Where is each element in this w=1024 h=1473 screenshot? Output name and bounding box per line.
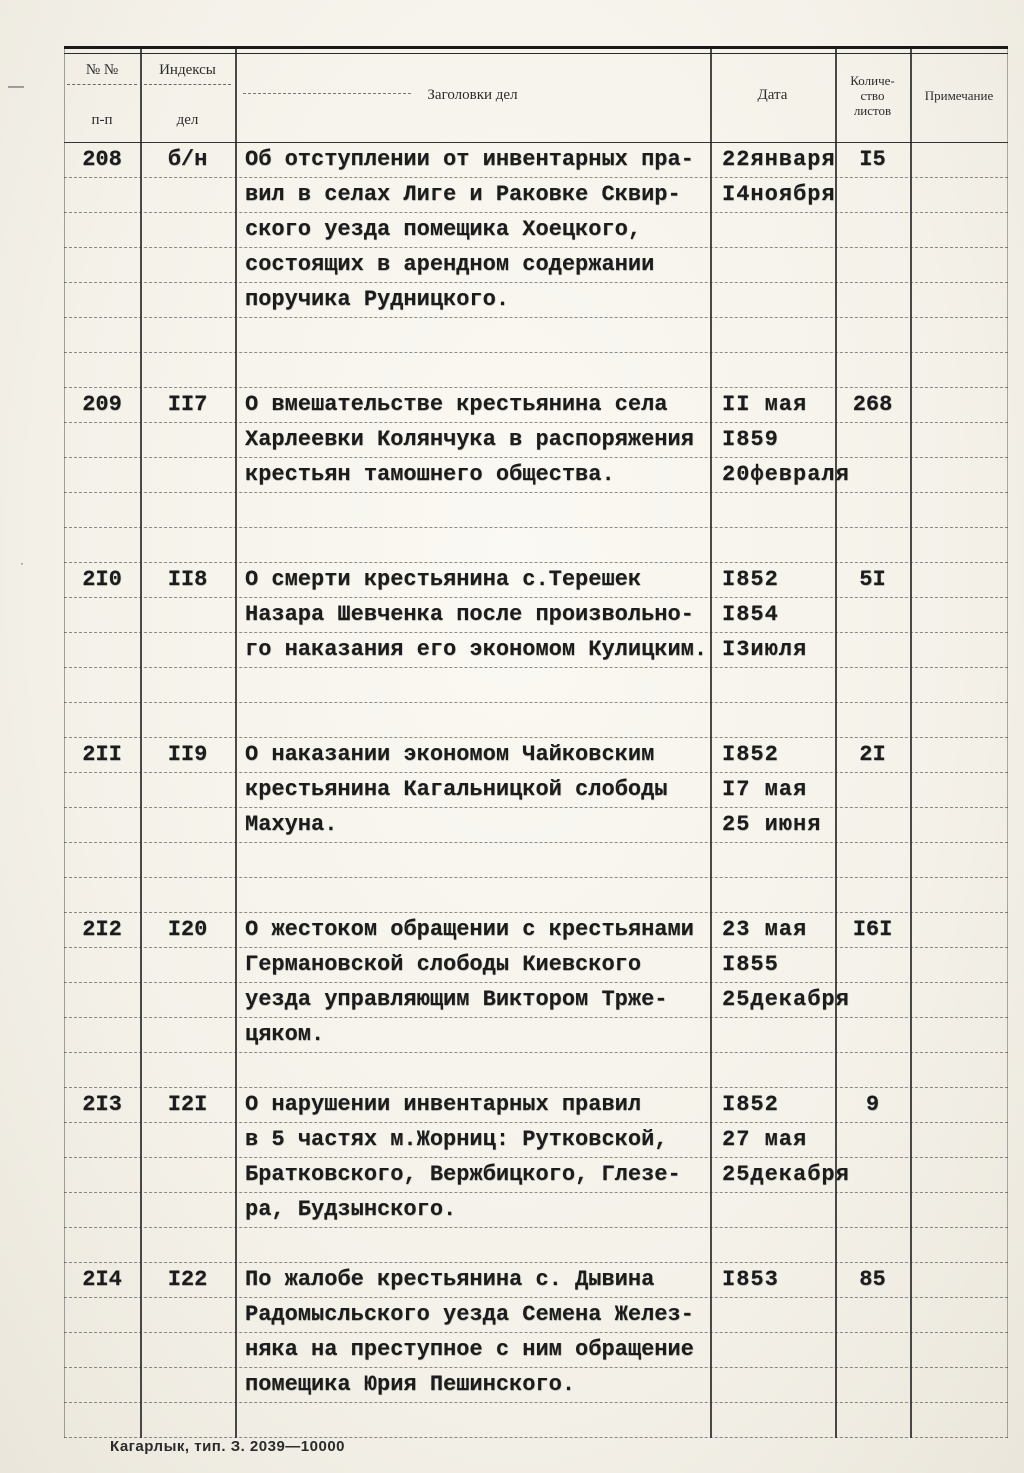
case-title-line: Назара Шевченка после произвольно- xyxy=(245,602,694,627)
case-date-line: I4ноября xyxy=(722,182,836,207)
case-date-line: 23 мая xyxy=(722,917,808,942)
sheet-count xyxy=(835,773,910,807)
header-note-label: Примечание xyxy=(924,88,994,103)
ruled-spacer-line xyxy=(64,1228,1008,1263)
note-cell xyxy=(910,633,1008,667)
case-number xyxy=(64,283,140,317)
case-number xyxy=(64,773,140,807)
case-index xyxy=(140,178,235,212)
case-date-line: I853 xyxy=(722,1267,779,1292)
sheet-count xyxy=(835,1368,910,1402)
header-count-column xyxy=(835,49,910,142)
case-number: 2I2 xyxy=(82,917,122,942)
table-row-line xyxy=(64,248,1008,283)
case-title-line: крестьян тамошнего общества. xyxy=(245,462,615,487)
header-index-label-top: Индексы xyxy=(144,62,231,85)
case-number: 208 xyxy=(82,147,122,172)
case-number xyxy=(64,1298,140,1332)
case-date-line xyxy=(710,248,835,282)
case-number xyxy=(64,423,140,457)
case-number xyxy=(64,248,140,282)
sheet-count xyxy=(835,178,910,212)
case-date-line: II мая xyxy=(722,392,808,417)
case-number xyxy=(64,1018,140,1052)
header-index-label-bottom: дел xyxy=(176,111,199,128)
case-index xyxy=(140,1333,235,1367)
case-index xyxy=(140,1158,235,1192)
case-number xyxy=(64,1123,140,1157)
case-index: I22 xyxy=(167,1267,208,1292)
case-index xyxy=(140,808,235,842)
case-index xyxy=(140,283,235,317)
case-date-line xyxy=(710,1333,835,1367)
note-cell xyxy=(910,283,1008,317)
sheet-count: I5 xyxy=(859,147,886,172)
case-date-line: I852 xyxy=(722,567,779,592)
note-cell xyxy=(910,1158,1008,1192)
case-title-line: поручика Рудницкого. xyxy=(245,287,510,312)
case-number xyxy=(64,808,140,842)
case-title-line: уезда управляющим Виктором Трже- xyxy=(245,987,668,1012)
note-cell xyxy=(910,983,1008,1017)
ruled-spacer-line xyxy=(64,353,1008,388)
case-index: I20 xyxy=(167,917,208,942)
case-date-line xyxy=(710,1298,835,1332)
header-number-label-bottom: п-п xyxy=(91,111,113,128)
inventory-table xyxy=(64,46,1008,1438)
case-number: 209 xyxy=(82,392,122,417)
table-row-line xyxy=(64,1018,1008,1053)
case-date-line: 25декабря xyxy=(722,1162,850,1187)
case-date-line: I852 xyxy=(722,742,779,767)
case-date-line: 25декабря xyxy=(722,987,850,1012)
header-date-column xyxy=(710,49,835,142)
case-index: II7 xyxy=(167,392,208,417)
case-title-line: Братковского, Вержбицкого, Глезе- xyxy=(245,1162,681,1187)
table-row-line xyxy=(64,1088,1008,1123)
ruled-spacer-line xyxy=(64,1053,1008,1088)
case-title-line: О наказании экономом Чайковским xyxy=(245,742,655,767)
table-row-line xyxy=(64,913,1008,948)
case-index: II9 xyxy=(167,742,208,767)
sheet-count: 9 xyxy=(865,1092,880,1117)
note-cell xyxy=(910,773,1008,807)
table-row-line xyxy=(64,458,1008,493)
table-row-line xyxy=(64,808,1008,843)
sheet-count xyxy=(835,1298,910,1332)
sheet-count xyxy=(835,423,910,457)
note-cell xyxy=(910,213,1008,247)
case-title-line: ского уезда помещика Хоецкого, xyxy=(245,217,642,242)
case-title-line: состоящих в арендном содержании xyxy=(245,252,655,277)
sheet-count xyxy=(835,948,910,982)
case-index xyxy=(140,1193,235,1227)
case-number xyxy=(64,1333,140,1367)
table-row-line xyxy=(64,1368,1008,1403)
case-number xyxy=(64,1158,140,1192)
case-title-line: О нарушении инвентарных правил xyxy=(245,1092,642,1117)
margin-dot-mark: · xyxy=(20,556,24,570)
note-cell xyxy=(910,458,1008,492)
note-cell xyxy=(910,423,1008,457)
case-title-line: го наказания его экономом Кулицким. xyxy=(245,637,708,662)
sheet-count xyxy=(835,248,910,282)
header-count-label-1: Количе- xyxy=(850,73,895,88)
case-number: 2I3 xyxy=(82,1092,122,1117)
ruled-spacer-line xyxy=(64,843,1008,878)
header-index-column xyxy=(140,49,235,142)
note-cell xyxy=(910,1088,1008,1122)
case-date-line: I854 xyxy=(722,602,779,627)
header-count-label-2: ство xyxy=(860,88,885,103)
case-number xyxy=(64,178,140,212)
case-title-line: помещика Юрия Пешинского. xyxy=(245,1372,576,1397)
case-number xyxy=(64,633,140,667)
table-row-line xyxy=(64,738,1008,773)
case-index xyxy=(140,248,235,282)
case-date-line xyxy=(710,283,835,317)
header-titles-column xyxy=(235,49,710,142)
case-title-line: няка на преступное с ним обращение xyxy=(245,1337,694,1362)
case-index xyxy=(140,1298,235,1332)
case-title-line: в 5 частях м.Жорниц: Рутковской, xyxy=(245,1127,668,1152)
table-row-line xyxy=(64,1263,1008,1298)
case-date-line: 27 мая xyxy=(722,1127,808,1152)
sheet-count xyxy=(835,1158,910,1192)
note-cell xyxy=(910,598,1008,632)
case-number: 2II xyxy=(82,742,122,767)
note-cell xyxy=(910,563,1008,597)
case-date-line: 25 июня xyxy=(722,812,822,837)
case-date-line: I855 xyxy=(722,952,779,977)
case-index xyxy=(140,948,235,982)
ruled-spacer-line xyxy=(64,878,1008,913)
header-note-column xyxy=(910,49,1008,142)
note-cell xyxy=(910,1368,1008,1402)
header-number-label-top: № № xyxy=(67,62,137,85)
table-row-line xyxy=(64,1193,1008,1228)
case-number: 2I0 xyxy=(82,567,122,592)
table-header xyxy=(64,49,1008,143)
note-cell xyxy=(910,248,1008,282)
case-index xyxy=(140,598,235,632)
case-number xyxy=(64,983,140,1017)
case-index: б/н xyxy=(167,147,208,172)
table-row-line xyxy=(64,1158,1008,1193)
table-row-line xyxy=(64,178,1008,213)
case-index xyxy=(140,633,235,667)
table-row-line xyxy=(64,1298,1008,1333)
note-cell xyxy=(910,178,1008,212)
sheet-count xyxy=(835,983,910,1017)
imprint-footer: Кагарлык, тип. З. 2039—10000 xyxy=(110,1438,346,1455)
ruled-spacer-line xyxy=(64,1403,1008,1438)
case-date-line: I852 xyxy=(722,1092,779,1117)
sheet-count: I6I xyxy=(852,917,893,942)
case-index xyxy=(140,983,235,1017)
table-body xyxy=(64,143,1008,1438)
case-date-line: 20февраля xyxy=(722,462,850,487)
note-cell xyxy=(910,1333,1008,1367)
case-date-line: I859 xyxy=(722,427,779,452)
note-cell xyxy=(910,738,1008,772)
note-cell xyxy=(910,1123,1008,1157)
sheet-count xyxy=(835,1333,910,1367)
case-title-line: По жалобе крестьянина с. Дывина xyxy=(245,1267,655,1292)
table-row-line xyxy=(64,1333,1008,1368)
note-cell xyxy=(910,1193,1008,1227)
case-title-line: крестьянина Кагальницкой слободы xyxy=(245,777,668,802)
case-date-line xyxy=(710,1368,835,1402)
case-title-line: Об отступлении от инвентарных пра- xyxy=(245,147,694,172)
table-row-line xyxy=(64,948,1008,983)
ruled-spacer-line xyxy=(64,528,1008,563)
case-title-line: ра, Будзынского. xyxy=(245,1197,457,1222)
case-date-line xyxy=(710,213,835,247)
note-cell xyxy=(910,1018,1008,1052)
case-title-line: О жестоком обращении с крестьянами xyxy=(245,917,694,942)
case-title-line: Германовской слободы Киевского xyxy=(245,952,642,977)
case-title-line: Харлеевки Колянчука в распоряжения xyxy=(245,427,694,452)
case-index xyxy=(140,1368,235,1402)
case-title-line: вил в селах Лиге и Раковке Сквир- xyxy=(245,182,681,207)
header-titles-label: Заголовки дел xyxy=(427,87,518,103)
case-title-line: Махуна. xyxy=(245,812,338,837)
ruled-spacer-line xyxy=(64,668,1008,703)
table-row-line xyxy=(64,283,1008,318)
case-date-line: I7 мая xyxy=(722,777,808,802)
case-index xyxy=(140,1123,235,1157)
case-index: I2I xyxy=(167,1092,208,1117)
ruled-spacer-line xyxy=(64,703,1008,738)
case-title-line: Радомысльского уезда Семена Желез- xyxy=(245,1302,694,1327)
note-cell xyxy=(910,388,1008,422)
sheet-count: 2I xyxy=(859,742,886,767)
case-date-line: I3июля xyxy=(722,637,808,662)
table-row-line xyxy=(64,213,1008,248)
note-cell xyxy=(910,1298,1008,1332)
ruled-spacer-line xyxy=(64,318,1008,353)
note-cell xyxy=(910,948,1008,982)
case-number xyxy=(64,1193,140,1227)
case-number: 2I4 xyxy=(82,1267,122,1292)
case-number xyxy=(64,1368,140,1402)
case-index xyxy=(140,773,235,807)
case-index xyxy=(140,1018,235,1052)
sheet-count xyxy=(835,808,910,842)
case-number xyxy=(64,458,140,492)
case-index xyxy=(140,213,235,247)
case-title-line: О вмешательстве крестьянина села xyxy=(245,392,668,417)
table-row-line xyxy=(64,598,1008,633)
case-number xyxy=(64,213,140,247)
sheet-count xyxy=(835,213,910,247)
sheet-count: 268 xyxy=(852,392,893,417)
note-cell xyxy=(910,143,1008,177)
sheet-count: 85 xyxy=(859,1267,886,1292)
case-number xyxy=(64,948,140,982)
case-number xyxy=(64,598,140,632)
sheet-count xyxy=(835,1018,910,1052)
case-index: II8 xyxy=(167,567,208,592)
header-date-label: Дата xyxy=(757,87,788,103)
case-title-line: О смерти крестьянина с.Терешек xyxy=(245,567,642,592)
table-row-line xyxy=(64,983,1008,1018)
sheet-count xyxy=(835,598,910,632)
table-row-line xyxy=(64,143,1008,178)
sheet-count xyxy=(835,1123,910,1157)
sheet-count xyxy=(835,1193,910,1227)
table-row-line xyxy=(64,1123,1008,1158)
table-row-line xyxy=(64,423,1008,458)
table-row-line xyxy=(64,563,1008,598)
sheet-count xyxy=(835,633,910,667)
note-cell xyxy=(910,913,1008,947)
table-row-line xyxy=(64,773,1008,808)
sheet-count xyxy=(835,283,910,317)
note-cell xyxy=(910,1263,1008,1297)
case-index xyxy=(140,423,235,457)
case-title-line: цяком. xyxy=(245,1022,325,1047)
margin-dash-mark: — xyxy=(8,78,24,95)
sheet-count xyxy=(835,458,910,492)
case-date-line xyxy=(710,1018,835,1052)
header-number-column xyxy=(64,49,140,142)
case-index xyxy=(140,458,235,492)
header-count-label-3: листов xyxy=(853,103,892,118)
sheet-count: 5I xyxy=(859,567,886,592)
ruled-spacer-line xyxy=(64,493,1008,528)
note-cell xyxy=(910,808,1008,842)
case-date-line xyxy=(710,1193,835,1227)
case-date-line: 22января xyxy=(722,147,836,172)
table-row-line xyxy=(64,388,1008,423)
table-row-line xyxy=(64,633,1008,668)
